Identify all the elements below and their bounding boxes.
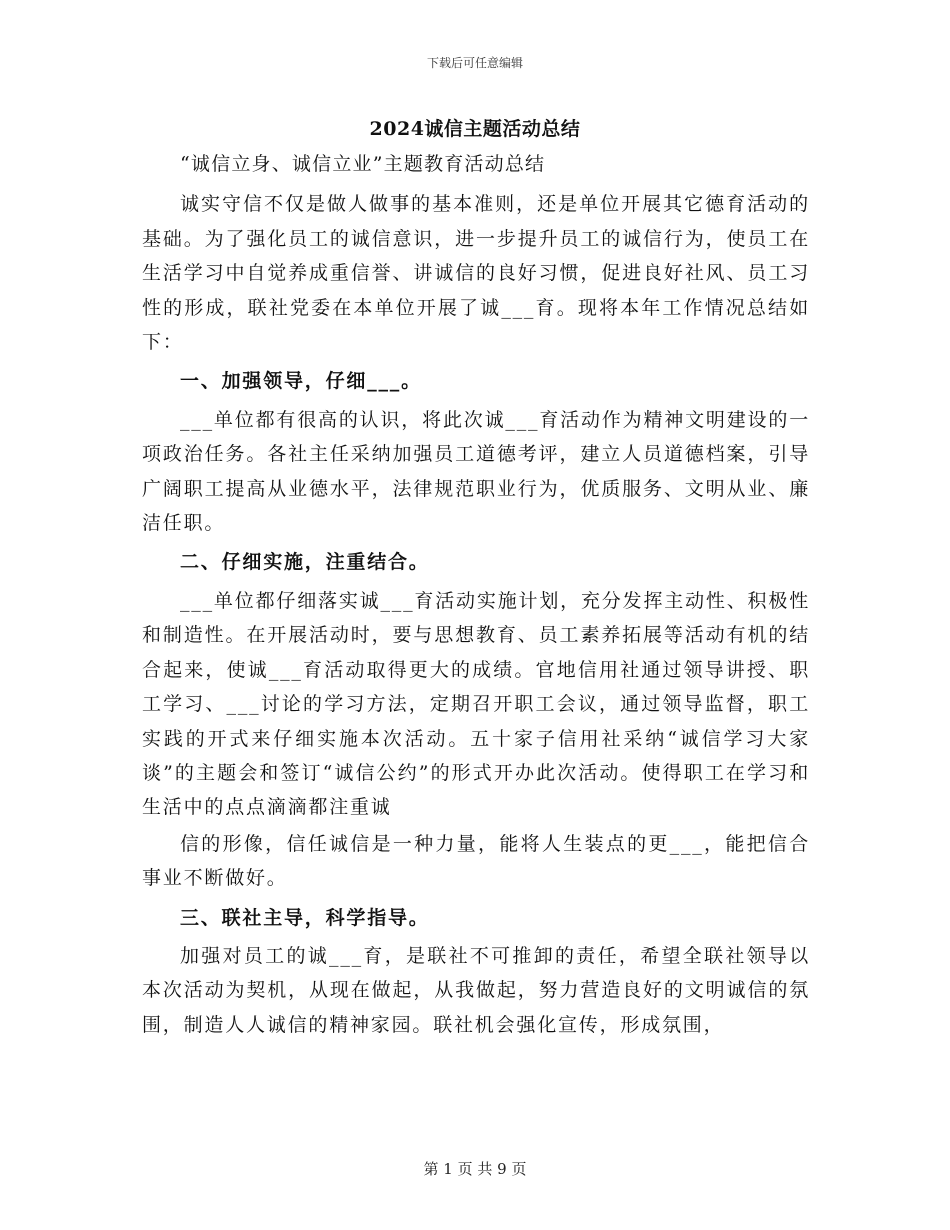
intro-paragraph: 诚实守信不仅是做人做事的基本准则，还是单位开展其它德育活动的基础。为了强化员工的诚信意识，进一步提升员工的诚信行为，使员工在生活学习中自觉养成重信誉、讲诚信的良好习惯，促进良好社风、员工习性的形成，联社党委在本单位开展了诚___育。现将本年工作情况总结如下： — [142, 193, 810, 354]
document-body — [142, 147, 810, 1044]
section-2-paragraph-1: ___单位都仔细落实诚___育活动实施计划，充分发挥主动性、积极性和制造性。在开展活动时，要与思想教育、员工素养拓展等活动有机的结合起来，使诚___育活动取得更大的成绩。官地信用社通过领导讲授、职工学习、___讨论的学习方法，定期召开职工会议，通过领导监督，职工实践的开式来仔细实施本次活动。五十家子信用社采纳“诚信学习大家谈”的主题会和签订“诚信公约”的形式开办此次活动。使得职工在学习和生活中的点点滴滴都注重诚 — [142, 589, 810, 819]
document-title: 2024诚信主题活动总结 — [369, 118, 581, 140]
document-subtitle: “诚信立身、诚信立业”主题教育活动总结 — [180, 153, 546, 175]
section-3-paragraph-1: 加强对员工的诚___育，是联社不可推卸的责任，希望全联社领导以本次活动为契机，从现在做起，从我做起，努力营造良好的文明诚信的氛围，制造人人诚信的精神家园。联社机会强化宣传，形成氛围， — [142, 944, 810, 1036]
section-heading-1: 一、加强领导，仔细___。 — [180, 370, 422, 393]
section-heading-2: 二、仔细实施，注重结合。 — [180, 551, 430, 574]
header-note: 下载后可任意编辑 — [426, 56, 523, 70]
section-2-paragraph-2: 信的形像，信任诚信是一种力量，能将人生装点的更___，能把信合事业不断做好。 — [142, 832, 810, 890]
section-heading-3: 三、联社主导，科学指导。 — [180, 906, 430, 929]
section-1-paragraph-1: ___单位都有很高的认识，将此次诚___育活动作为精神文明建设的一项政治任务。各社主任采纳加强员工道德考评，建立人员道德档案，引导广阔职工提高从业德水平，法律规范职业行为，优质服务、文明从业、廉洁任职。 — [142, 408, 810, 535]
page-number: 第 1 页 共 9 页 — [423, 1160, 527, 1178]
